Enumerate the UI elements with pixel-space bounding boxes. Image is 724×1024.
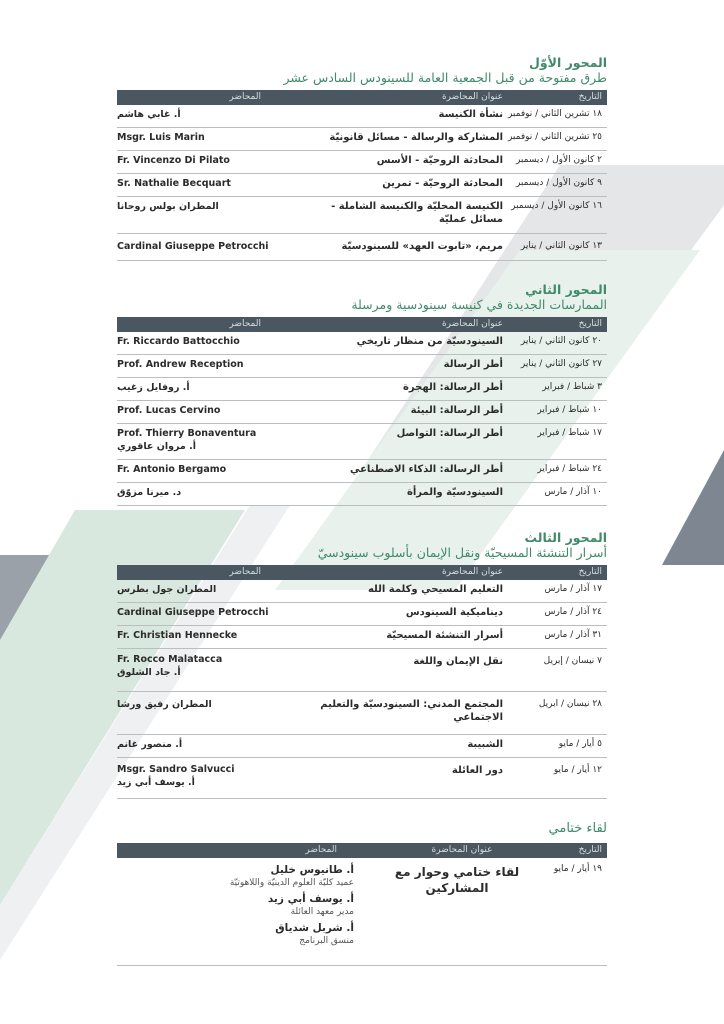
row-speaker — [117, 332, 289, 354]
row-speaker — [117, 735, 289, 757]
row-title: المحادثة الروحيّة - الأسس — [376, 155, 503, 166]
speaker-name: أ. جاد الشلوق — [117, 667, 181, 678]
row-title: أسرار التنشئة المسيحيّة — [386, 630, 503, 641]
table-row — [117, 197, 607, 234]
row-speaker — [117, 483, 289, 505]
table-row — [117, 603, 607, 626]
row-date: ٣١ آذار / مارس — [544, 630, 602, 640]
row-title: الشبيبة — [467, 739, 503, 750]
header-date: التاريخ — [578, 567, 602, 577]
speaker-name: أ. مروان عاقوري — [117, 441, 196, 452]
row-speaker — [117, 197, 289, 233]
row-title: لقاء ختامي وحوار مع المشاركين — [394, 865, 520, 895]
speaker-name: Msgr. Sandro Salvucci — [117, 764, 235, 775]
speaker-name: أ. يوسف أبي زيد — [117, 777, 195, 788]
row-title: أطر الرسالة — [443, 359, 503, 370]
header-date: التاريخ — [578, 319, 602, 329]
speaker-role: منسق البرنامج — [299, 936, 354, 946]
row-title: المشاركة والرسالة - مسائل قانونيّة — [329, 132, 503, 143]
speaker-name: Fr. Rocco Malatacca — [117, 654, 223, 665]
speaker-name: Fr. Riccardo Battocchio — [117, 336, 240, 347]
speaker-name: أ. طانيوس خليل — [270, 864, 354, 876]
row-title: نشأة الكنيسة — [438, 109, 503, 120]
row-title: نقل الإيمان واللغة — [413, 656, 503, 667]
speaker-name: Sr. Nathalie Becquart — [117, 178, 231, 189]
speaker-name: د. ميرنا مزوّق — [117, 487, 182, 498]
row-date: ٢٥ تشرين الثاني / نوفمبر — [507, 132, 602, 142]
row-title: أطر الرسالة: التواصل — [396, 428, 503, 439]
row-title: التعليم المسيحي وكلمة الله — [367, 584, 503, 595]
row-date: ٢٠ كانون الثاني / يناير — [520, 336, 602, 346]
header-speaker: المحاضر — [229, 92, 261, 102]
row-title: الكنيسة المحليّة والكنيسة الشاملة - مسائل عمليّة — [331, 201, 503, 225]
row-speaker — [117, 378, 289, 400]
row-speaker — [117, 174, 289, 196]
section-subtitle: طرق مفتوحة من قبل الجمعية العامة للسينودس السادس عشر — [283, 70, 607, 85]
row-title: دور العائلة — [451, 765, 503, 776]
section-title: المحور الثالث — [524, 530, 607, 545]
speaker-name: أ. روفايل زغيب — [117, 382, 190, 393]
header-date: التاريخ — [578, 92, 602, 102]
row-date: ٢٧ كانون الثاني / يناير — [520, 359, 602, 369]
row-title: أطر الرسالة: الهجرة — [403, 382, 503, 393]
row-speaker — [117, 355, 289, 377]
table-row — [117, 151, 607, 174]
table-row — [117, 401, 607, 424]
header-speaker: المحاضر — [229, 567, 261, 577]
table-row — [117, 234, 607, 261]
table-row — [117, 378, 607, 401]
row-date: ٩ كانون الأول / ديسمبر — [515, 178, 602, 188]
row-date: ١٧ آذار / مارس — [544, 584, 602, 594]
speaker-name: Cardinal Giuseppe Petrocchi — [117, 241, 269, 252]
row-speaker — [117, 758, 289, 798]
speaker-name: Fr. Vincenzo Di Pilato — [117, 155, 230, 166]
row-date: ١٠ آذار / مارس — [544, 487, 602, 497]
speaker-name: المطران بولس روحانا — [117, 201, 219, 212]
speaker-name: المطران جول بطرس — [117, 584, 217, 595]
table-row — [117, 332, 607, 355]
row-date: ١٣ كانون الثاني / يناير — [520, 241, 602, 251]
table-row — [117, 626, 607, 649]
row-speaker — [117, 234, 289, 260]
speaker-name: أ. غابي هاشم — [117, 109, 181, 120]
speaker-name: Prof. Thierry Bonaventura — [117, 428, 257, 439]
speaker-name: أ. شربل شدياق — [275, 922, 354, 934]
speaker-name: Prof. Andrew Reception — [117, 359, 244, 370]
section-2 — [117, 282, 607, 506]
closing-title: لقاء ختامي — [548, 821, 607, 836]
header-title: عنوان المحاضرة — [441, 92, 503, 102]
row-title: المحادثة الروحيّة - تمرين — [382, 178, 503, 189]
section-3 — [117, 530, 607, 799]
row-title: السينودسيّة والمرأة — [406, 487, 503, 498]
row-speaker — [117, 105, 289, 127]
table-row — [117, 460, 607, 483]
row-speaker — [117, 603, 289, 625]
header-speaker: المحاضر — [229, 319, 261, 329]
table-row — [117, 735, 607, 758]
section-subtitle: أسرار التنشئة المسيحيّة ونقل الإيمان بأسلوب سينودسيّ — [317, 545, 607, 560]
table-header — [117, 565, 607, 580]
table-row — [117, 858, 607, 966]
row-title: مريم، «تابوت العهد» للسينودسيّة — [341, 241, 503, 252]
table-header — [117, 90, 607, 105]
section-subtitle: الممارسات الجديدة في كنيسة سينودسية ومرسلة — [351, 297, 607, 312]
header-title: عنوان المحاضرة — [441, 567, 503, 577]
table-row — [117, 174, 607, 197]
header-title: عنوان المحاضرة — [431, 845, 493, 855]
row-speaker — [117, 649, 289, 691]
row-date: ١٢ أيار / مايو — [553, 765, 602, 775]
bg-stripe-dark-gray-right — [662, 450, 724, 565]
row-speaker — [117, 580, 289, 602]
section-title: المحور الثاني — [525, 282, 607, 297]
row-speaker — [117, 692, 289, 734]
row-title: أطر الرسالة: البيئة — [410, 405, 503, 416]
section-1 — [117, 55, 607, 261]
row-date: ٢٤ آذار / مارس — [544, 607, 602, 617]
table-header — [117, 843, 607, 858]
speaker-name: أ. يوسف أبي زيد — [267, 893, 354, 905]
row-date: ٢٤ شباط / فبراير — [537, 464, 602, 474]
row-date: ٢ كانون الأول / ديسمبر — [515, 155, 602, 165]
table-header — [117, 317, 607, 332]
header-date: التاريخ — [578, 845, 602, 855]
speaker-name: المطران رفيق ورشا — [117, 699, 212, 710]
speaker-role: عميد كليّة العلوم الدينيّة واللاهوتيّة — [229, 878, 354, 888]
row-speaker — [117, 128, 289, 150]
header-title: عنوان المحاضرة — [441, 319, 503, 329]
row-speaker — [117, 424, 289, 459]
table-row — [117, 355, 607, 378]
row-title: السينودسيّة من منظار تاريخي — [356, 336, 503, 347]
table-row — [117, 424, 607, 460]
table-row — [117, 758, 607, 799]
row-date: ١٧ شباط / فبراير — [537, 428, 602, 438]
speaker-name: Cardinal Giuseppe Petrocchi — [117, 607, 269, 618]
row-speaker — [117, 460, 289, 482]
row-date: ٧ نيسان / إبريل — [543, 656, 602, 666]
row-title: أطر الرسالة: الذكاء الاصطناعي — [349, 464, 503, 475]
table-row — [117, 483, 607, 506]
speaker-name: Prof. Lucas Cervino — [117, 405, 221, 416]
row-date: ١٨ تشرين الثاني / نوفمبر — [507, 109, 602, 119]
speaker-name: Fr. Christian Hennecke — [117, 630, 238, 641]
table-row — [117, 580, 607, 603]
row-date: ١٩ أيار / مايو — [553, 864, 602, 874]
header-speaker: المحاضر — [305, 845, 337, 855]
table-row — [117, 105, 607, 128]
row-title: ديناميكية السينودس — [405, 607, 503, 618]
row-date: ٣ شباط / فبراير — [542, 382, 602, 392]
speaker-role: مدير معهد العائلة — [290, 907, 354, 917]
row-date: ٥ أيار / مايو — [558, 739, 602, 749]
closing-section — [117, 821, 607, 966]
row-title: المجتمع المدني: السينودسيّة والتعليم الاجتماعي — [320, 699, 503, 723]
speaker-name: Fr. Antonio Bergamo — [117, 464, 227, 475]
table-row — [117, 649, 607, 692]
row-speaker — [117, 401, 289, 423]
row-date: ١٠ شباط / فبراير — [537, 405, 602, 415]
section-title: المحور الأوّل — [529, 55, 607, 70]
row-date: ١٦ كانون الأول / ديسمبر — [511, 201, 602, 211]
row-speaker — [117, 626, 289, 648]
speaker-name: أ. منصور غانم — [117, 739, 183, 750]
table-row — [117, 692, 607, 735]
speaker-name: Msgr. Luis Marin — [117, 132, 205, 143]
row-speakers — [117, 864, 382, 965]
row-speaker — [117, 151, 289, 173]
row-date: ٢٨ نيسان / ابريل — [538, 699, 602, 709]
table-row — [117, 128, 607, 151]
